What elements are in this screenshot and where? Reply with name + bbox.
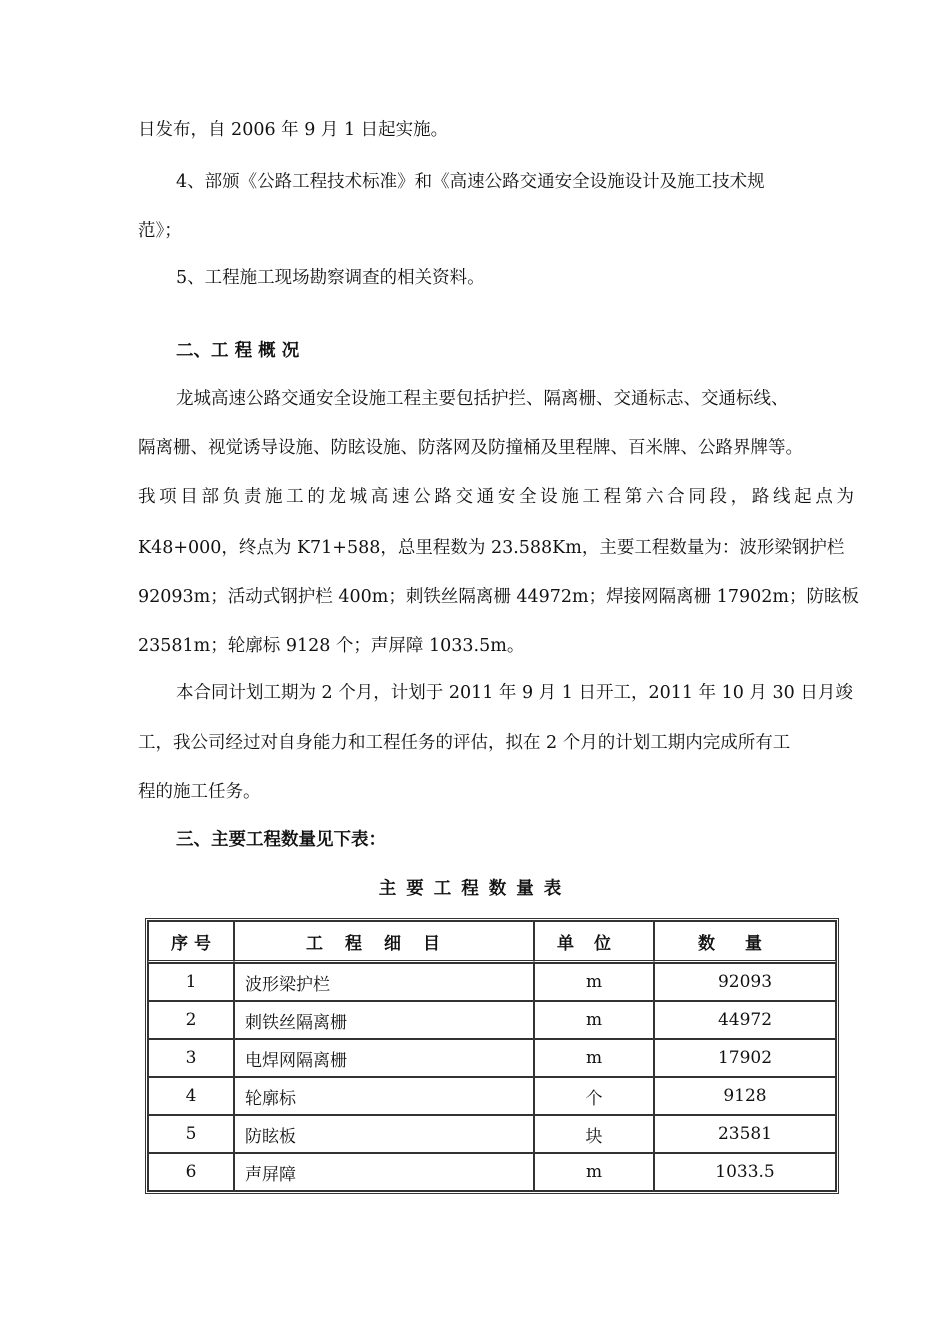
header-no: 序 号 bbox=[148, 921, 234, 963]
row-quantity: 92093 bbox=[654, 963, 836, 1001]
item-4-line-1: 4、部颁《公路工程技术标准》和《高速公路交通安全设施设计及施工技术规 bbox=[176, 172, 765, 192]
overview-para-1-line-3: 我项目部负责施工的龙城高速公路交通安全设施工程第六合同段，路线起点为 bbox=[138, 487, 854, 507]
row-no: 5 bbox=[148, 1115, 234, 1153]
overview-para-1-line-5: 92093m；活动式钢护栏 400m；刺铁丝隔离栅 44972m；焊接网隔离栅 17902m；防眩板 bbox=[138, 587, 859, 607]
row-unit: m bbox=[534, 1039, 654, 1077]
section-2-heading: 二、工 程 概 况 bbox=[176, 341, 300, 361]
row-item: 声屏障 bbox=[234, 1153, 534, 1191]
overview-para-2-line-1: 本合同计划工期为 2 个月，计划于 2011 年 9 月 1 日开工，2011 年 10 月 30 日月竣 bbox=[176, 683, 853, 703]
item-4-line-2: 范》； bbox=[138, 221, 182, 241]
header-item: 工程细目 bbox=[234, 921, 534, 963]
header-quantity: 数量 bbox=[654, 921, 836, 963]
row-quantity: 1033.5 bbox=[654, 1153, 836, 1191]
row-item: 轮廓标 bbox=[234, 1077, 534, 1115]
row-item: 电焊网隔离栅 bbox=[234, 1039, 534, 1077]
overview-para-1-line-1: 龙城高速公路交通安全设施工程主要包括护拦、隔离栅、交通标志、交通标线、 bbox=[176, 389, 789, 409]
overview-para-1-line-4: K48+000，终点为 K71+588，总里程数为 23.588Km，主要工程数量为：波形梁钢护栏 bbox=[138, 538, 845, 558]
table-row bbox=[148, 963, 836, 1001]
row-unit: m bbox=[534, 1001, 654, 1039]
row-item: 防眩板 bbox=[234, 1115, 534, 1153]
row-quantity: 9128 bbox=[654, 1077, 836, 1115]
table-header-row bbox=[148, 921, 836, 963]
row-no: 6 bbox=[148, 1153, 234, 1191]
table-row bbox=[148, 1153, 836, 1191]
table-row bbox=[148, 1077, 836, 1115]
row-no: 3 bbox=[148, 1039, 234, 1077]
section-3-heading: 三、主要工程数量见下表： bbox=[176, 830, 386, 850]
row-no: 1 bbox=[148, 963, 234, 1001]
row-unit: m bbox=[534, 963, 654, 1001]
quantity-table bbox=[145, 918, 839, 1194]
row-item: 刺铁丝隔离栅 bbox=[234, 1001, 534, 1039]
header-unit: 单位 bbox=[534, 921, 654, 963]
item-5: 5、工程施工现场勘察调查的相关资料。 bbox=[176, 268, 485, 288]
table-row bbox=[148, 1001, 836, 1039]
table-title: 主要工程数量表 bbox=[378, 879, 572, 899]
overview-para-2-line-2: 工，我公司经过对自身能力和工程任务的评估，拟在 2 个月的计划工期内完成所有工 bbox=[138, 733, 791, 753]
intro-line-1: 日发布，自 2006 年 9 月 1 日起实施。 bbox=[138, 120, 449, 140]
row-quantity: 17902 bbox=[654, 1039, 836, 1077]
row-quantity: 44972 bbox=[654, 1001, 836, 1039]
row-quantity: 23581 bbox=[654, 1115, 836, 1153]
table-row bbox=[148, 1115, 836, 1153]
row-unit: 块 bbox=[534, 1115, 654, 1153]
row-no: 2 bbox=[148, 1001, 234, 1039]
table-row bbox=[148, 1039, 836, 1077]
row-item: 波形梁护栏 bbox=[234, 963, 534, 1001]
overview-para-1-line-2: 隔离栅、视觉诱导设施、防眩设施、防落网及防撞桶及里程牌、百米牌、公路界牌等。 bbox=[138, 438, 803, 458]
row-unit: m bbox=[534, 1153, 654, 1191]
row-no: 4 bbox=[148, 1077, 234, 1115]
row-unit: 个 bbox=[534, 1077, 654, 1115]
overview-para-1-line-6: 23581m；轮廓标 9128 个；声屏障 1033.5m。 bbox=[138, 636, 525, 656]
overview-para-2-line-3: 程的施工任务。 bbox=[138, 782, 261, 802]
